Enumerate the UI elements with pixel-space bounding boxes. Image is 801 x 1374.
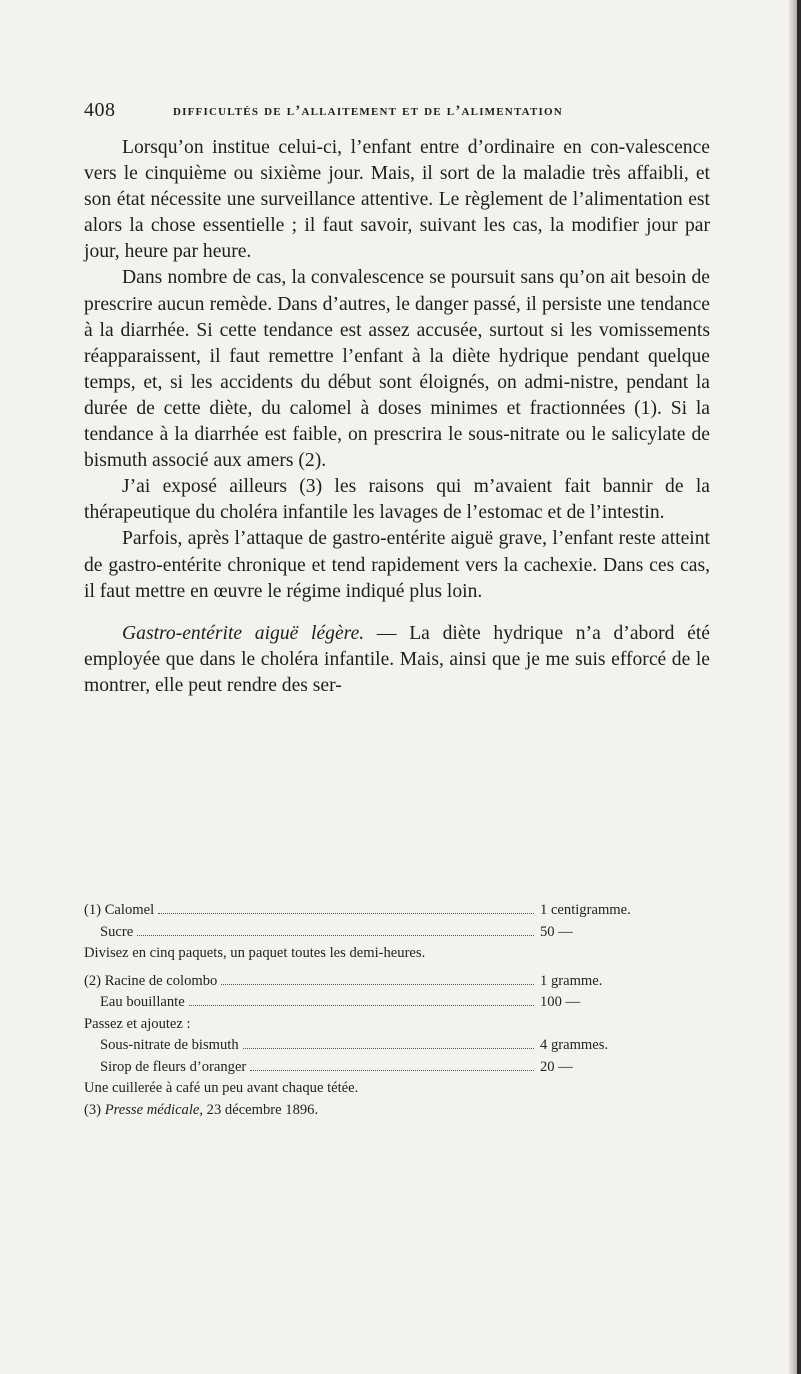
- ingredient-qty: 20 —: [540, 1058, 573, 1075]
- footnote-date: 23 décembre 1896.: [203, 1101, 319, 1118]
- ingredient-qty: 4 grammes.: [540, 1037, 609, 1053]
- page-header: [84, 99, 704, 127]
- ingredient-qty: 100 —: [540, 994, 581, 1010]
- ingredient-name: Sucre: [100, 923, 134, 940]
- footnote-1-line-2: [84, 922, 710, 944]
- section-heading: Gastro-entérite aiguë légère.: [122, 622, 365, 644]
- ingredient-name: Racine de colombo: [104, 972, 218, 989]
- section-paragraph: [84, 621, 710, 699]
- paragraph: Lorsqu’on institue celui-ci, l’enfant entre d’ordinaire en con-valescence vers le cinquième ou sixième jour. Mais, il sort de la maladie très affaibli, et son état nécessite une surveillance attentive. Le règlement de l’alimentation est alors la chose essentielle ; il faut savoir, suivant les cas, la modifier jour par jour, heure par heure.: [84, 137, 710, 263]
- ingredient-name: Sirop de fleurs d’oranger: [100, 1058, 247, 1075]
- body-text: [84, 135, 710, 699]
- footnote-2-line-4: [84, 1057, 710, 1079]
- footnote-2-line-2: [84, 992, 710, 1014]
- footnote-marker: (3): [84, 1101, 102, 1118]
- running-title: difficultés de l’allaitement et de l’alimentation: [173, 103, 563, 119]
- paragraph: J’ai exposé ailleurs (3) les raisons qui m’avaient fait bannir de la thérapeutique du choléra infantile les lavages de l’estomac et de l’intestin.: [84, 476, 710, 524]
- ingredient-name: Calomel: [104, 902, 155, 918]
- footnotes: [84, 900, 710, 1121]
- ingredient-name: Eau bouillante: [100, 994, 185, 1010]
- footnote-2-line-1: [84, 971, 710, 993]
- footnote-2-intro: Passez et ajoutez :: [84, 1015, 191, 1032]
- footnote-2-instruction: Une cuillerée à café un peu avant chaque tétée.: [84, 1080, 359, 1096]
- footnote-3: [84, 1100, 710, 1122]
- section-text: — La diète hydrique n’a d’abord été employée que dans le choléra infantile. Mais, ainsi que je me suis efforcé de le montrer, elle peut rendre des ser-: [84, 622, 710, 696]
- footnote-marker: (1): [84, 902, 102, 918]
- page-edge-border: [797, 0, 801, 1374]
- paragraph: Dans nombre de cas, la convalescence se poursuit sans qu’on ait besoin de prescrire aucun remède. Dans d’autres, le danger passé, il persiste une tendance à la diarrhée. Si cette tendance est assez accusée, surtout si les vomissements réapparaissent, il faut remettre l’enfant à la diète hydrique pendant quelque temps, et, si les accidents du début sont éloignés, on admi-nistre, pendant la durée de cette diète, du calomel à doses minimes et fractionnées (1). Si la tendance à la diarrhée est faible, on prescrira le sous-nitrate ou le salicylate de bismuth associé aux amers (2).: [84, 267, 710, 472]
- footnote-2-line-3: [84, 1035, 710, 1057]
- footnote-1-instruction: Divisez en cinq paquets, un paquet toutes les demi-heures.: [84, 945, 426, 961]
- ingredient-qty: 50 —: [540, 923, 573, 940]
- ingredient-name: Sous-nitrate de bismuth: [100, 1037, 239, 1053]
- page-number: 408: [84, 99, 116, 121]
- footnote-source: Presse médicale,: [104, 1101, 204, 1118]
- footnote-1-line-1: [84, 900, 710, 922]
- ingredient-qty: 1 gramme.: [540, 972, 603, 989]
- footnote-marker: (2): [84, 972, 102, 989]
- paragraph: Parfois, après l’attaque de gastro-entérite aiguë grave, l’enfant reste atteint de gastro-entérite chronique et tend rapidement vers la cachexie. Dans ces cas, il faut mettre en œuvre le régime indiqué plus loin.: [84, 528, 710, 602]
- ingredient-qty: 1 centigramme.: [540, 902, 631, 918]
